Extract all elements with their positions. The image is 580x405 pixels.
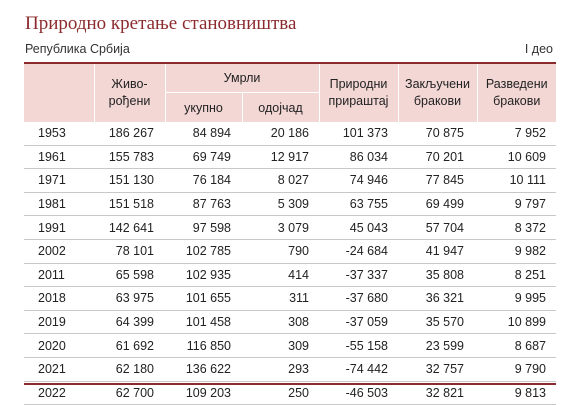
deaths-total-cell: 101 655 <box>165 287 242 311</box>
year-cell: 2002 <box>24 239 94 263</box>
table-row <box>24 334 556 358</box>
table-row <box>24 239 556 263</box>
infant-deaths-cell: 293 <box>242 357 319 381</box>
marriages-header: Закључени бракови <box>398 64 477 122</box>
divorces-cell: 10 609 <box>477 145 556 169</box>
live-births-cell: 63 975 <box>94 287 165 311</box>
divorces-cell: 9 982 <box>477 239 556 263</box>
live-births-cell: 65 598 <box>94 263 165 287</box>
deaths-total-cell: 97 598 <box>165 216 242 240</box>
live-births-cell: 78 101 <box>94 239 165 263</box>
year-cell: 1981 <box>24 192 94 216</box>
year-cell: 1971 <box>24 169 94 193</box>
table-row <box>24 122 556 145</box>
natural-increase-cell: -46 503 <box>319 381 398 405</box>
natural-increase-cell: -37 680 <box>319 287 398 311</box>
marriages-cell: 35 808 <box>398 263 477 287</box>
table-row <box>24 357 556 381</box>
deaths-total-cell: 136 622 <box>165 357 242 381</box>
region-subtitle: Република Србија <box>25 42 130 56</box>
live-births-cell: 155 783 <box>94 145 165 169</box>
infant-deaths-cell: 414 <box>242 263 319 287</box>
deaths-total-header: укупно <box>165 93 242 123</box>
divorces-cell: 8 372 <box>477 216 556 240</box>
natural-increase-cell: 45 043 <box>319 216 398 240</box>
infant-deaths-cell: 309 <box>242 334 319 358</box>
deaths-total-cell: 109 203 <box>165 381 242 405</box>
marriages-cell: 32 821 <box>398 381 477 405</box>
year-cell: 1961 <box>24 145 94 169</box>
divorces-cell: 9 995 <box>477 287 556 311</box>
infant-deaths-cell: 790 <box>242 239 319 263</box>
natural-increase-cell: -37 059 <box>319 310 398 334</box>
infant-deaths-cell: 20 186 <box>242 122 319 145</box>
live-births-cell: 142 641 <box>94 216 165 240</box>
marriages-cell: 36 321 <box>398 287 477 311</box>
natural-increase-cell: -74 442 <box>319 357 398 381</box>
live-births-cell: 151 130 <box>94 169 165 193</box>
divorces-cell: 9 797 <box>477 192 556 216</box>
year-cell: 2020 <box>24 334 94 358</box>
live-births-cell: 64 399 <box>94 310 165 334</box>
natural-increase-cell: -55 158 <box>319 334 398 358</box>
natural-increase-header: Природни прираштај <box>319 64 398 122</box>
part-label: I део <box>524 42 553 56</box>
year-cell: 2018 <box>24 287 94 311</box>
table-row <box>24 287 556 311</box>
marriages-cell: 41 947 <box>398 239 477 263</box>
natural-increase-cell: 101 373 <box>319 122 398 145</box>
marriages-cell: 35 570 <box>398 310 477 334</box>
infant-deaths-cell: 3 079 <box>242 216 319 240</box>
natural-increase-cell: 86 034 <box>319 145 398 169</box>
table-body <box>24 122 556 405</box>
marriages-cell: 70 201 <box>398 145 477 169</box>
live-births-cell: 151 518 <box>94 192 165 216</box>
divorces-cell: 8 251 <box>477 263 556 287</box>
table-row <box>24 169 556 193</box>
natural-increase-cell: -24 684 <box>319 239 398 263</box>
infant-deaths-header: одојчад <box>242 93 319 123</box>
year-cell: 2011 <box>24 263 94 287</box>
deaths-total-cell: 76 184 <box>165 169 242 193</box>
infant-deaths-cell: 5 309 <box>242 192 319 216</box>
live-births-cell: 62 700 <box>94 381 165 405</box>
deaths-total-cell: 101 458 <box>165 310 242 334</box>
table-row <box>24 216 556 240</box>
natural-increase-cell: 63 755 <box>319 192 398 216</box>
marriages-cell: 69 499 <box>398 192 477 216</box>
divorces-cell: 10 899 <box>477 310 556 334</box>
deaths-total-cell: 69 749 <box>165 145 242 169</box>
year-cell: 1953 <box>24 122 94 145</box>
table-row <box>24 310 556 334</box>
year-header <box>24 64 94 122</box>
infant-deaths-cell: 8 027 <box>242 169 319 193</box>
marriages-cell: 70 875 <box>398 122 477 145</box>
marriages-cell: 57 704 <box>398 216 477 240</box>
divorces-cell: 9 813 <box>477 381 556 405</box>
marriages-cell: 32 757 <box>398 357 477 381</box>
divorces-cell: 9 790 <box>477 357 556 381</box>
table-row <box>24 145 556 169</box>
year-cell: 2021 <box>24 357 94 381</box>
deaths-total-cell: 102 935 <box>165 263 242 287</box>
marriages-cell: 77 845 <box>398 169 477 193</box>
page-title: Природно кретање становништва <box>25 13 297 34</box>
vital-statistics-table <box>24 64 556 405</box>
year-cell: 2019 <box>24 310 94 334</box>
live-births-cell: 62 180 <box>94 357 165 381</box>
live-births-cell: 186 267 <box>94 122 165 145</box>
live-births-cell: 61 692 <box>94 334 165 358</box>
year-cell: 2022 <box>24 381 94 405</box>
deaths-total-cell: 87 763 <box>165 192 242 216</box>
infant-deaths-cell: 311 <box>242 287 319 311</box>
divorces-cell: 10 111 <box>477 169 556 193</box>
live-births-header: Живо-рођени <box>94 64 165 122</box>
bottom-rule <box>24 383 556 385</box>
natural-increase-cell: 74 946 <box>319 169 398 193</box>
deaths-header: Умрли <box>165 64 319 93</box>
divorces-header: Разведени бракови <box>477 64 556 122</box>
deaths-total-cell: 116 850 <box>165 334 242 358</box>
year-cell: 1991 <box>24 216 94 240</box>
natural-increase-cell: -37 337 <box>319 263 398 287</box>
table-row <box>24 192 556 216</box>
infant-deaths-cell: 12 917 <box>242 145 319 169</box>
infant-deaths-cell: 308 <box>242 310 319 334</box>
divorces-cell: 8 687 <box>477 334 556 358</box>
infant-deaths-cell: 250 <box>242 381 319 405</box>
divorces-cell: 7 952 <box>477 122 556 145</box>
table-row <box>24 263 556 287</box>
deaths-total-cell: 84 894 <box>165 122 242 145</box>
marriages-cell: 23 599 <box>398 334 477 358</box>
deaths-total-cell: 102 785 <box>165 239 242 263</box>
